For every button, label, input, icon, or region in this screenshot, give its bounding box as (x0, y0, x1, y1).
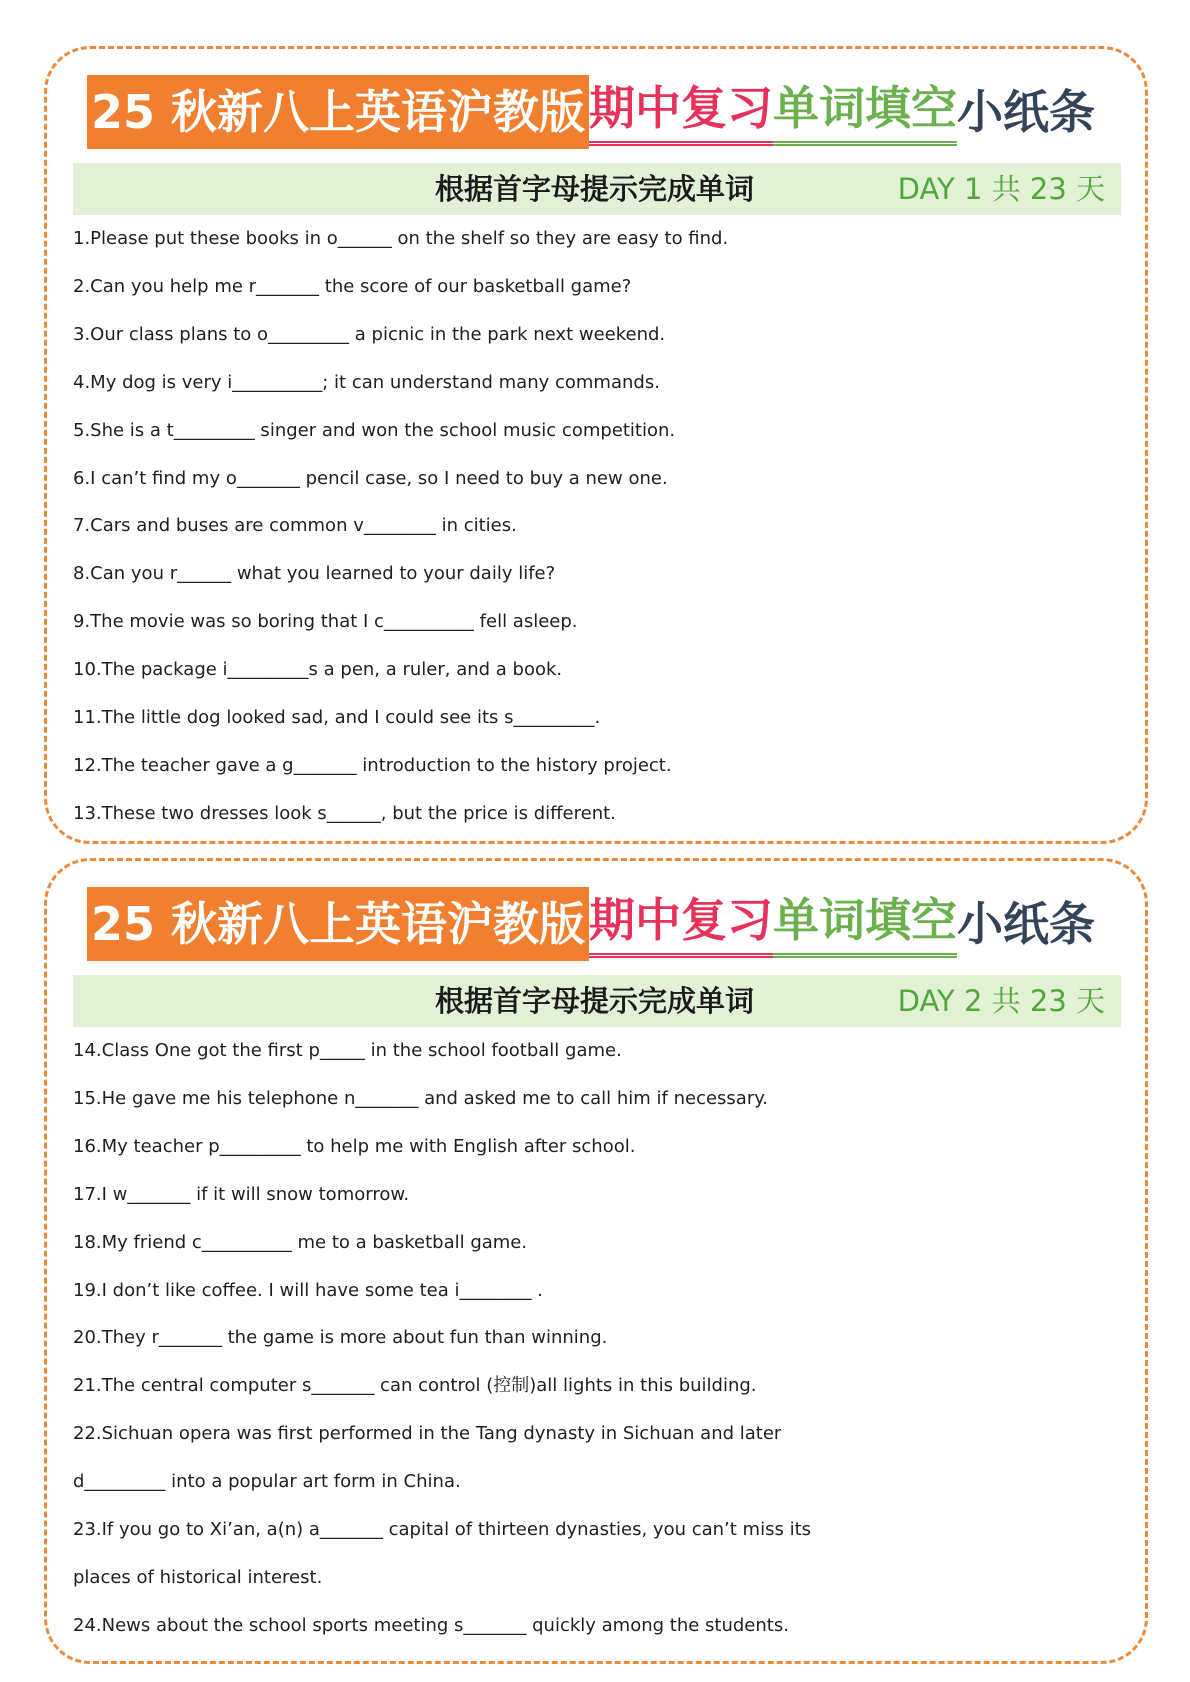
worksheet-card-day-1 (44, 46, 1148, 844)
question-list (73, 1027, 1133, 1650)
day-counter: DAY 2 共 23 天 (897, 984, 1105, 1018)
question-item: 5.She is a t_________ singer and won the school music competition. (73, 419, 676, 441)
question-item: 19.I don’t like coffee. I will have some tea i________ . (73, 1279, 543, 1301)
card-title (87, 75, 1095, 149)
question-item: 10.The package i_________s a pen, a ruler, and a book. (73, 659, 563, 681)
card-title (87, 887, 1095, 961)
question-item: 9.The movie was so boring that I c__________ fell asleep. (73, 611, 578, 633)
question-item-continued: places of historical interest. (73, 1566, 323, 1588)
question-item: 20.They r_______ the game is more about fun than winning. (73, 1327, 608, 1349)
title-part-review: 期中复习 (589, 75, 773, 146)
question-item: 17.I w_______ if it will snow tomorrow. (73, 1183, 410, 1205)
worksheet-card-day-2 (44, 858, 1148, 1664)
question-item: 11.The little dog looked sad, and I could see its s_________. (73, 707, 601, 729)
title-part-course: 25 秋新八上英语沪教版 (87, 887, 589, 961)
title-part-note: 小纸条 (957, 85, 1096, 139)
instruction-bar (73, 975, 1121, 1027)
day-counter: DAY 1 共 23 天 (897, 172, 1105, 206)
question-item: 6.I can’t find my o_______ pencil case, so I need to buy a new one. (73, 467, 668, 489)
question-item: 13.These two dresses look s______, but the price is different. (73, 802, 616, 824)
instruction-text: 根据首字母提示完成单词 (435, 172, 755, 206)
question-item: 8.Can you r______ what you learned to your daily life? (73, 563, 556, 585)
title-part-review: 期中复习 (589, 887, 773, 958)
question-item: 12.The teacher gave a g_______ introduction to the history project. (73, 754, 672, 776)
title-part-fill: 单词填空 (773, 887, 957, 958)
question-item: 21.The central computer s_______ can control (控制)all lights in this building. (73, 1375, 757, 1397)
title-part-note: 小纸条 (957, 897, 1096, 951)
question-item-continued: d_________ into a popular art form in China. (73, 1471, 461, 1493)
title-part-fill: 单词填空 (773, 75, 957, 146)
instruction-bar (73, 163, 1121, 215)
question-item: 22.Sichuan opera was first performed in the Tang dynasty in Sichuan and later (73, 1423, 782, 1445)
question-item: 4.My dog is very i__________; it can understand many commands. (73, 371, 660, 393)
question-item: 16.My teacher p_________ to help me with English after school. (73, 1135, 636, 1157)
question-item: 2.Can you help me r_______ the score of our basketball game? (73, 275, 632, 297)
question-list (73, 215, 1133, 838)
question-item: 15.He gave me his telephone n_______ and asked me to call him if necessary. (73, 1087, 769, 1109)
question-item: 7.Cars and buses are common v________ in cities. (73, 515, 517, 537)
question-item: 18.My friend c__________ me to a basketball game. (73, 1231, 528, 1253)
question-item: 1.Please put these books in o______ on the shelf so they are easy to find. (73, 228, 729, 249)
question-item: 14.Class One got the first p_____ in the school football game. (73, 1040, 622, 1061)
instruction-text: 根据首字母提示完成单词 (435, 984, 755, 1018)
question-item: 24.News about the school sports meeting s_______ quickly among the students. (73, 1614, 789, 1636)
question-item: 23.If you go to Xi’an, a(n) a_______ capital of thirteen dynasties, you can’t miss its (73, 1519, 811, 1541)
question-item: 3.Our class plans to o_________ a picnic in the park next weekend. (73, 323, 666, 345)
title-part-course: 25 秋新八上英语沪教版 (87, 75, 589, 149)
